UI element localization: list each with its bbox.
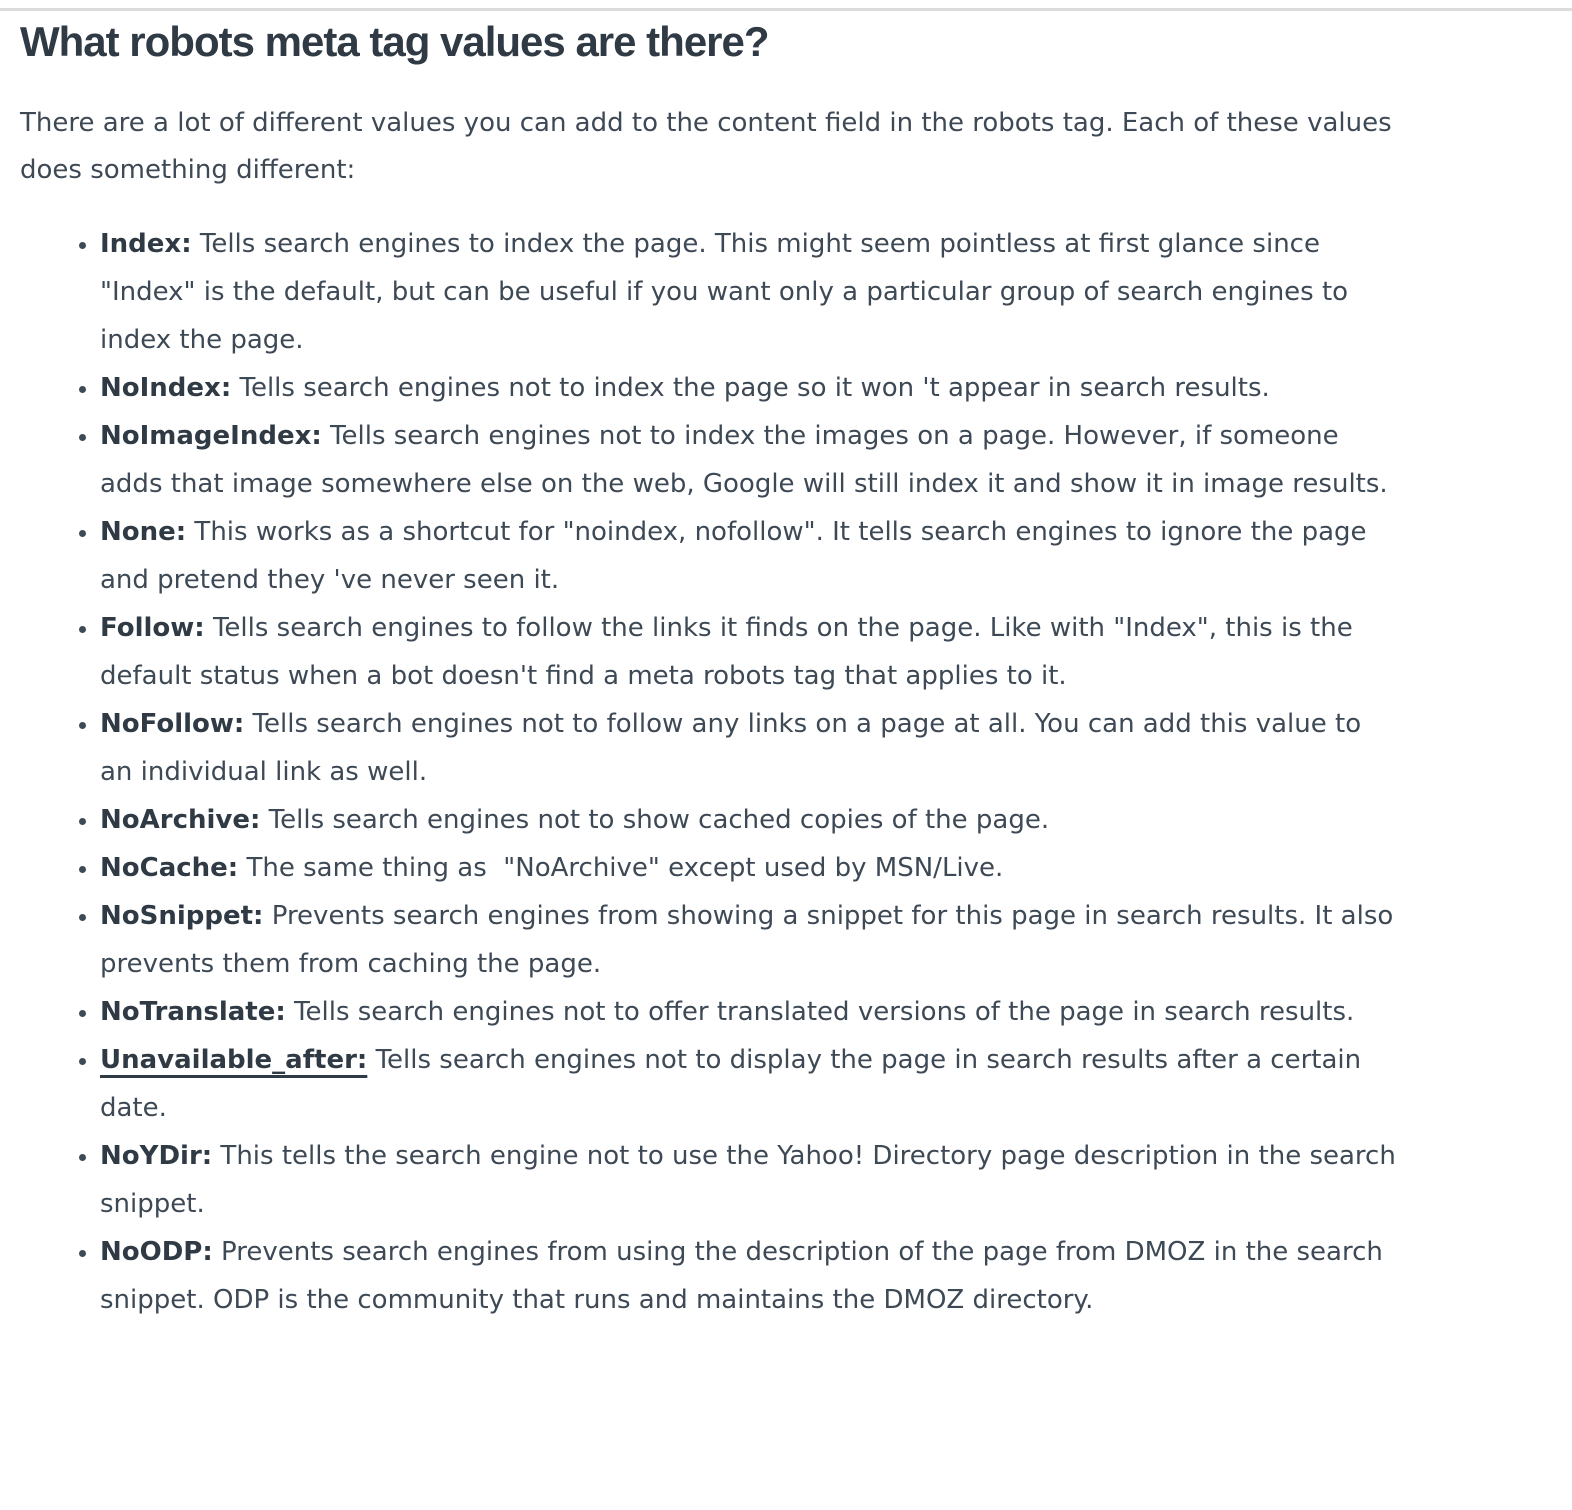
term-label: NoIndex: — [100, 372, 232, 403]
term-description: Tells search engines not to show cached copies of the page. — [260, 804, 1050, 835]
list-item — [100, 988, 1400, 1036]
term-description: This tells the search engine not to use the Yahoo! Directory page description in the search snippet. — [100, 1140, 1405, 1219]
term-description: Tells search engines not to index the images on a page. However, if someone adds that image somewhere else on the web, Google will still index it and show it in image results. — [100, 420, 1388, 499]
list-item — [100, 1228, 1400, 1324]
term-description: Prevents search engines from showing a snippet for this page in search results. It also prevents them from caching the page. — [100, 900, 1402, 979]
top-divider — [0, 8, 1572, 11]
term-label: NoYDir: — [100, 1140, 213, 1171]
term-label: NoCache: — [100, 852, 239, 883]
list-item — [100, 364, 1400, 412]
term-description: Tells search engines to follow the links it finds on the page. Like with "Index", this is the default status when a bot doesn't find a meta robots tag that applies to it. — [100, 612, 1361, 691]
term-label: NoFollow: — [100, 708, 245, 739]
list-item — [100, 1036, 1400, 1132]
page-title: What robots meta tag values are there? — [20, 18, 769, 65]
list-item — [100, 700, 1400, 796]
term-label: NoODP: — [100, 1236, 213, 1267]
term-description: Tells search engines not to index the page so it won 't appear in search results. — [231, 372, 1270, 403]
list-item — [100, 412, 1400, 508]
term-description: The same thing as "NoArchive" except used by MSN/Live. — [238, 852, 1004, 883]
term-description: Tells search engines not to follow any links on a page at all. You can add this value to an individual link as well. — [100, 708, 1370, 787]
list-item — [100, 604, 1400, 700]
term-description: Tells search engines not to display the page in search results after a certain date. — [100, 1044, 1370, 1123]
term-label: Index: — [100, 228, 192, 259]
term-label: NoArchive: — [100, 804, 261, 835]
intro-paragraph: There are a lot of different values you can add to the content field in the robots tag. Each of these values does something different: — [20, 107, 1392, 185]
list-item — [100, 844, 1400, 892]
term-label: NoImageIndex: — [100, 420, 322, 451]
list-item — [100, 220, 1400, 364]
term-label: None: — [100, 516, 187, 547]
article-content — [0, 15, 1420, 1324]
term-description: Prevents search engines from using the description of the page from DMOZ in the search snippet. ODP is the community that runs and maintains the DMOZ directory. — [100, 1236, 1392, 1315]
term-description: This works as a shortcut for "noindex, nofollow". It tells search engines to ignore the page and pretend they 've never seen it. — [100, 516, 1375, 595]
list-item — [100, 892, 1400, 988]
list-item — [100, 508, 1400, 604]
term-description: Tells search engines not to offer translated versions of the page in search results. — [285, 996, 1355, 1027]
term-label: NoTranslate: — [100, 996, 286, 1027]
term-label: Follow: — [100, 612, 205, 643]
list-item — [100, 1132, 1405, 1228]
term-label: Unavailable_after: — [100, 1044, 368, 1075]
list-item — [100, 796, 1400, 844]
term-label: NoSnippet: — [100, 900, 264, 931]
term-description: Tells search engines to index the page. This might seem pointless at first glance since "Index" is the default, but can be useful if you want only a particular group of search engines to index the page. — [100, 228, 1357, 355]
robots-values-list — [20, 220, 1405, 1324]
